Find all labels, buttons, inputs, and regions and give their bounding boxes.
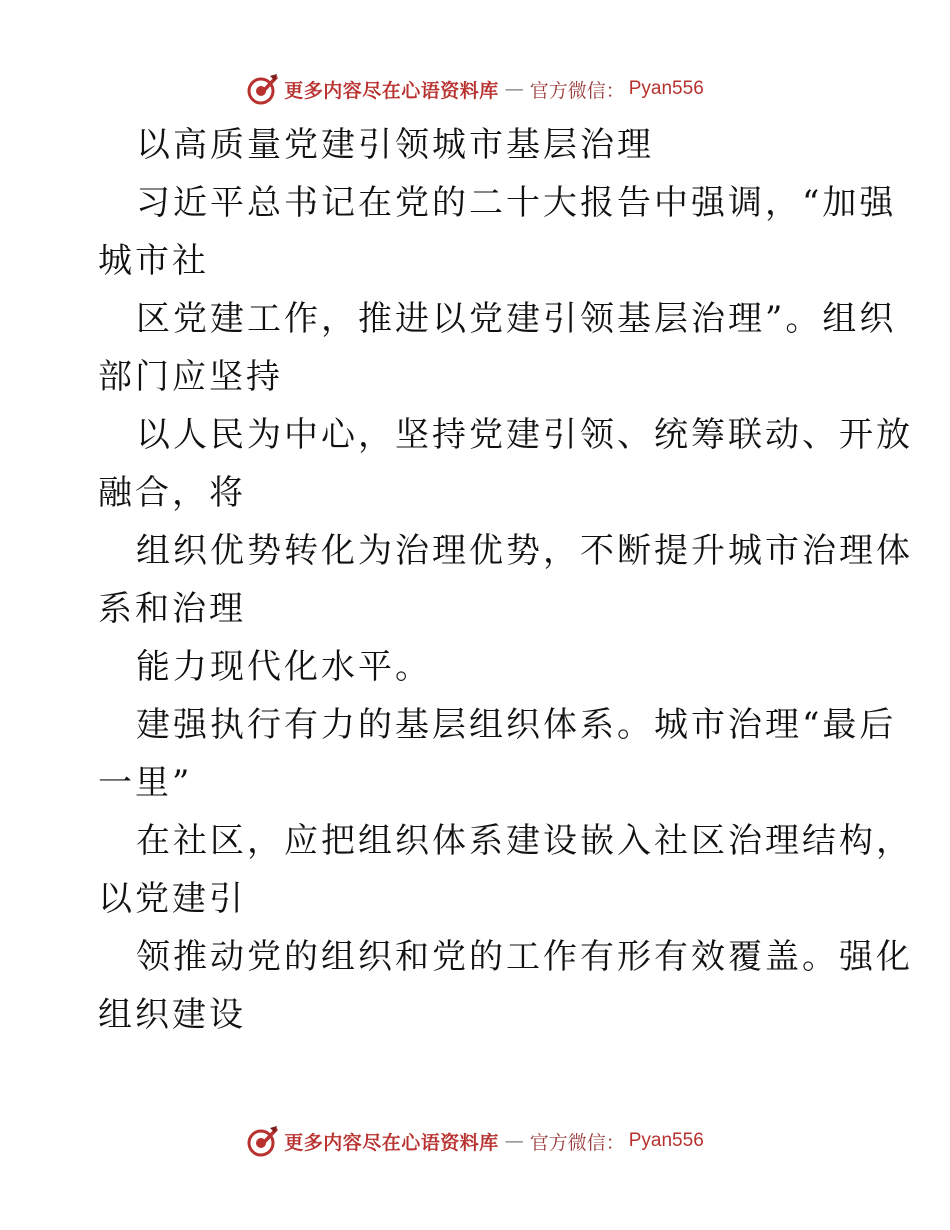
watermark-contact-label: 官方微信： [529, 1131, 625, 1154]
doc-line: 一里” [98, 763, 193, 803]
doc-line: 习近平总书记在党的二十大报告中强调，“加强 [136, 183, 897, 223]
doc-title: 以高质量党建引领城市基层治理 [136, 125, 654, 165]
doc-line: 部门应坚持 [98, 357, 283, 397]
watermark-text: 更多内容尽在心语资料库 [284, 1131, 499, 1154]
footer-watermark [0, 1124, 950, 1158]
doc-line: 融合，将 [98, 473, 246, 513]
doc-line: 系和治理 [98, 589, 246, 629]
watermark-text: 更多内容尽在心语资料库 [284, 79, 499, 102]
watermark-contact-label: 官方微信： [529, 79, 625, 102]
doc-line: 在社区，应把组织体系建设嵌入社区治理结构， [136, 821, 913, 861]
doc-line: 区党建工作，推进以党建引领基层治理”。组织 [136, 299, 897, 339]
watermark-group [246, 1124, 704, 1158]
doc-line: 领推动党的组织和党的工作有形有效覆盖。强化 [136, 937, 913, 977]
watermark-contact-id: Pyan556 [628, 78, 704, 99]
doc-line: 组织建设 [98, 995, 246, 1035]
quill-seal-icon [246, 72, 280, 106]
watermark-group [246, 72, 704, 106]
doc-line: 以人民为中心，坚持党建引领、统筹联动、开放 [136, 415, 913, 455]
header-watermark [0, 72, 950, 106]
document-body [98, 116, 913, 1044]
doc-line: 城市社 [98, 241, 209, 281]
watermark-contact-id: Pyan556 [628, 1130, 704, 1151]
doc-line: 以党建引 [98, 879, 246, 919]
doc-line: 能力现代化水平。 [136, 647, 432, 687]
quill-seal-icon [246, 1124, 280, 1158]
watermark-separator: — [504, 1130, 524, 1152]
doc-line: 建强执行有力的基层组织体系。城市治理“最后 [136, 705, 897, 745]
doc-line: 组织优势转化为治理优势，不断提升城市治理体 [136, 531, 913, 571]
watermark-separator: — [504, 78, 524, 100]
